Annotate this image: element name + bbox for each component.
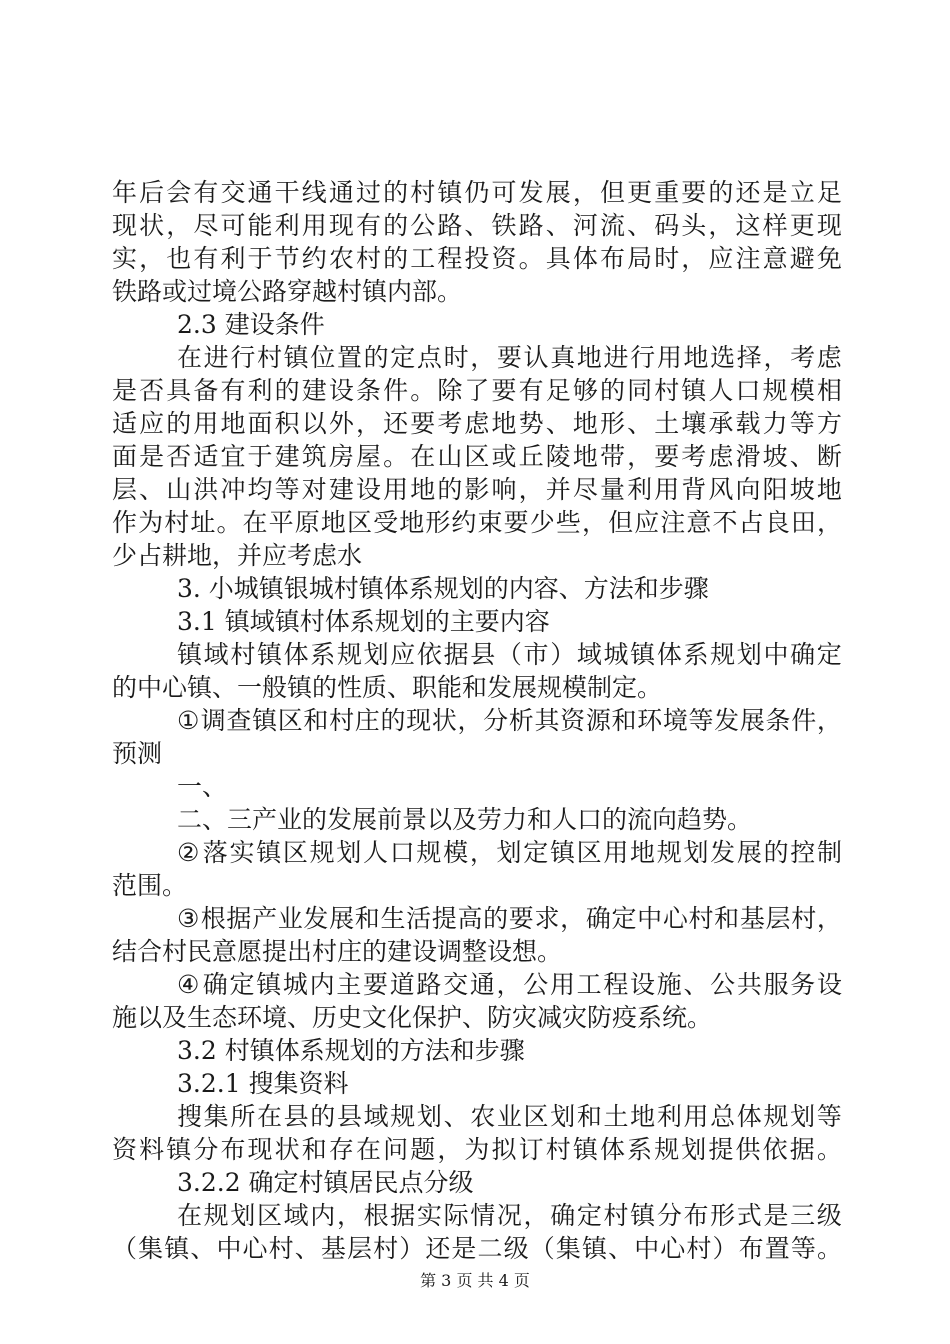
document-body bbox=[112, 176, 842, 1265]
paragraph-line: ② 落 实 镇 区 规 划 人 口 规 模 ， 划 定 镇 区 用 地 规 划 发 展 的 控 制 bbox=[177, 838, 842, 867]
paragraph-line: 在 规 划 区 域 内 ， 根 据 实 际 情 况 ， 确 定 村 镇 分 布 形 式 是 三 级 bbox=[177, 1201, 842, 1230]
paragraph-line: 资 料 镇 分 布 现 状 和 存 在 问 题 ， 为 拟 订 村 镇 体 系 规 划 提 供 依 据 。 bbox=[112, 1135, 842, 1164]
paragraph-line: 3.1 镇域镇村体系规划的主要内容 bbox=[177, 607, 550, 636]
paragraph-line: 一、 bbox=[177, 772, 228, 801]
paragraph-line: 3.2.1 搜集资料 bbox=[177, 1069, 349, 1098]
paragraph-line: 现 状 ， 尽 可 能 利 用 现 有 的 公 路 、 铁 路 、 河 流 、 码 头 ， 这 样 更 现 bbox=[112, 211, 842, 240]
paragraph-line: 镇 域 村 镇 体 系 规 划 应 依 据 县 （ 市 ） 域 城 镇 体 系 规 划 中 确 定 bbox=[177, 640, 842, 669]
paragraph-line: 3. 小城镇银城村镇体系规划的内容、方法和步骤 bbox=[177, 574, 709, 603]
paragraph-line: ③ 根 据 产 业 发 展 和 生 活 提 高 的 要 求 ， 确 定 中 心 村 和 基 层 村 ， bbox=[177, 904, 842, 933]
paragraph-line: 的中心镇、一般镇的性质、职能和发展规模制定。 bbox=[112, 673, 663, 702]
paragraph-line: 铁路或过境公路穿越村镇内部。 bbox=[112, 277, 463, 306]
paragraph-line: （ 集 镇 、 中 心 村 、 基 层 村 ） 还 是 二 级 （ 集 镇 、 中 心 村 ） 布 置 等 。 bbox=[112, 1234, 842, 1263]
paragraph-line: 搜 集 所 在 县 的 县 域 规 划 、 农 业 区 划 和 土 地 利 用 总 体 规 划 等 bbox=[177, 1102, 842, 1131]
paragraph-line: 年 后 会 有 交 通 干 线 通 过 的 村 镇 仍 可 发 展 ， 但 更 重 要 的 还 是 立 足 bbox=[112, 178, 842, 207]
paragraph-line: 作 为 村 址 。 在 平 原 地 区 受 地 形 约 束 要 少 些 ， 但 应 注 意 不 占 良 田 ， bbox=[112, 508, 842, 537]
paragraph-line: 实 ， 也 有 利 于 节 约 农 村 的 工 程 投 资 。 具 体 布 局 时 ， 应 注 意 避 免 bbox=[112, 244, 842, 273]
paragraph-line: 面 是 否 适 宜 于 建 筑 房 屋 。 在 山 区 或 丘 陵 地 带 ， 要 考 虑 滑 坡 、 断 bbox=[112, 442, 842, 471]
paragraph-line: 是 否 具 备 有 利 的 建 设 条 件 。 除 了 要 有 足 够 的 同 村 镇 人 口 规 模 相 bbox=[112, 376, 842, 405]
paragraph-line: 预测 bbox=[112, 739, 163, 768]
paragraph-line: 层 、 山 洪 冲 均 等 对 建 设 用 地 的 影 响 ， 并 尽 量 利 用 背 风 向 阳 坡 地 bbox=[112, 475, 842, 504]
paragraph-line: 3.2 村镇体系规划的方法和步骤 bbox=[177, 1036, 525, 1065]
paragraph-line: 二、三产业的发展前景以及劳力和人口的流向趋势。 bbox=[177, 805, 753, 834]
paragraph-line: 结合村民意愿提出村庄的建设调整设想。 bbox=[112, 937, 563, 966]
paragraph-line: 在 进 行 村 镇 位 置 的 定 点 时 ， 要 认 真 地 进 行 用 地 选 择 ， 考 虑 bbox=[177, 343, 842, 372]
paragraph-line: 3.2.2 确定村镇居民点分级 bbox=[177, 1168, 474, 1197]
paragraph-line: ① 调 查 镇 区 和 村 庄 的 现 状 ， 分 析 其 资 源 和 环 境 等 发 展 条 件 ， bbox=[177, 706, 842, 735]
page-footer: 第 3 页 共 4 页 bbox=[420, 1271, 530, 1290]
paragraph-line: ④ 确 定 镇 城 内 主 要 道 路 交 通 ， 公 用 工 程 设 施 、 公 共 服 务 设 bbox=[177, 970, 842, 999]
paragraph-line: 施以及生态环境、历史文化保护、防灾减灾防疫系统。 bbox=[112, 1003, 713, 1032]
paragraph-line: 少占耕地，并应考虑水 bbox=[112, 541, 363, 570]
paragraph-line: 范围。 bbox=[112, 871, 188, 900]
paragraph-line: 2.3 建设条件 bbox=[177, 310, 325, 339]
paragraph-line: 适 应 的 用 地 面 积 以 外 ， 还 要 考 虑 地 势 、 地 形 、 土 壤 承 载 力 等 方 bbox=[112, 409, 842, 438]
